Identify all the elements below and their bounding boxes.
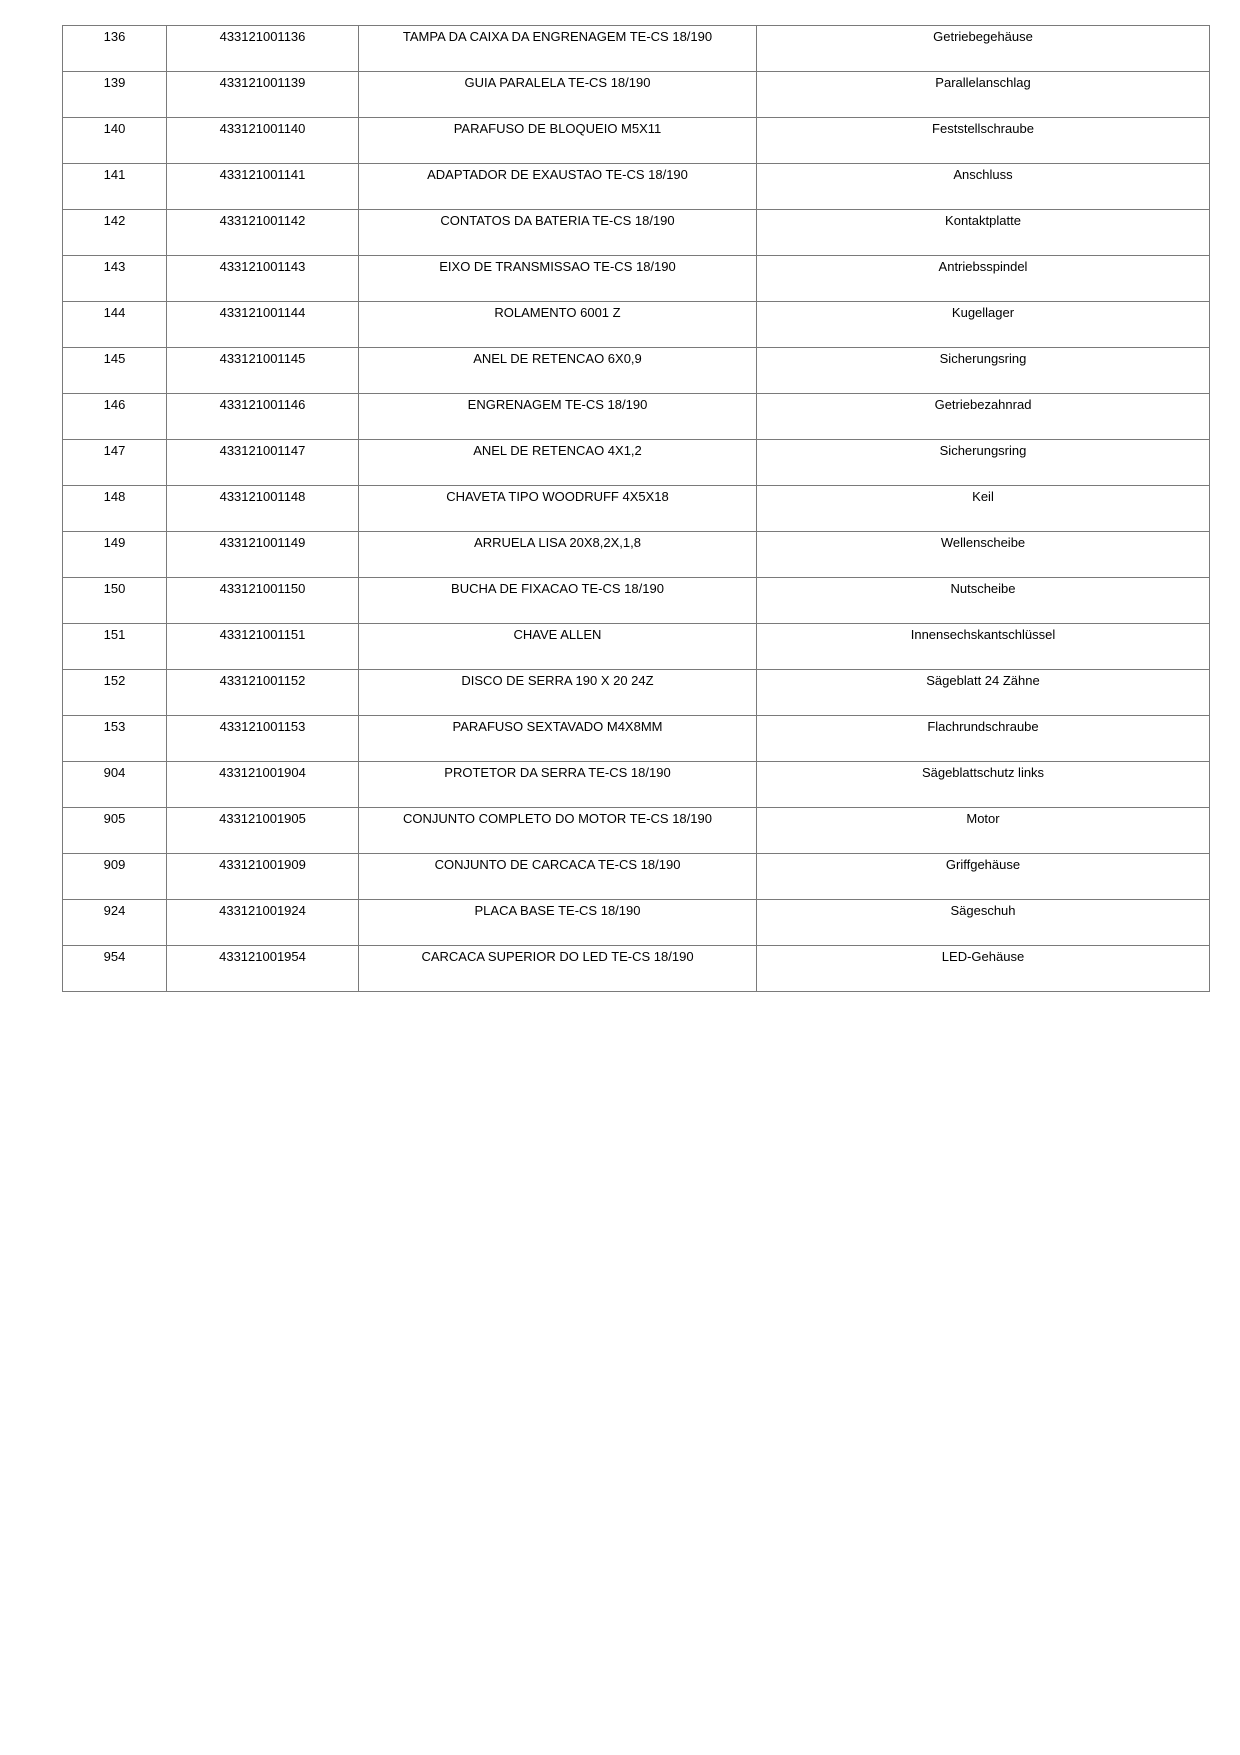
spare-parts-table-body <box>63 26 1210 992</box>
part-number-cell: 433121001146 <box>167 394 359 440</box>
description-pt-cell: PLACA BASE TE-CS 18/190 <box>359 900 757 946</box>
part-number-cell: 433121001954 <box>167 946 359 992</box>
description-de-cell: Sägeblattschutz links <box>757 762 1210 808</box>
description-pt-cell: ROLAMENTO 6001 Z <box>359 302 757 348</box>
position-cell: 153 <box>63 716 167 762</box>
part-number-cell: 433121001924 <box>167 900 359 946</box>
table-row <box>63 762 1210 808</box>
description-pt-cell: CONTATOS DA BATERIA TE-CS 18/190 <box>359 210 757 256</box>
description-de-cell: Sicherungsring <box>757 348 1210 394</box>
spare-parts-table <box>62 25 1210 992</box>
description-de-cell: Kontaktplatte <box>757 210 1210 256</box>
table-row <box>63 348 1210 394</box>
description-de-cell: Flachrundschraube <box>757 716 1210 762</box>
description-de-cell: Sicherungsring <box>757 440 1210 486</box>
position-cell: 909 <box>63 854 167 900</box>
part-number-cell: 433121001150 <box>167 578 359 624</box>
position-cell: 146 <box>63 394 167 440</box>
table-row <box>63 256 1210 302</box>
table-row <box>63 118 1210 164</box>
part-number-cell: 433121001142 <box>167 210 359 256</box>
description-de-cell: Sägeblatt 24 Zähne <box>757 670 1210 716</box>
part-number-cell: 433121001149 <box>167 532 359 578</box>
description-de-cell: Motor <box>757 808 1210 854</box>
description-pt-cell: PROTETOR DA SERRA TE-CS 18/190 <box>359 762 757 808</box>
description-pt-cell: ANEL DE RETENCAO 6X0,9 <box>359 348 757 394</box>
part-number-cell: 433121001151 <box>167 624 359 670</box>
table-row <box>63 624 1210 670</box>
table-row <box>63 486 1210 532</box>
description-de-cell: Griffgehäuse <box>757 854 1210 900</box>
table-row <box>63 72 1210 118</box>
position-cell: 149 <box>63 532 167 578</box>
table-row <box>63 808 1210 854</box>
position-cell: 145 <box>63 348 167 394</box>
description-pt-cell: TAMPA DA CAIXA DA ENGRENAGEM TE-CS 18/190 <box>359 26 757 72</box>
description-pt-cell: BUCHA DE FIXACAO TE-CS 18/190 <box>359 578 757 624</box>
position-cell: 905 <box>63 808 167 854</box>
part-number-cell: 433121001148 <box>167 486 359 532</box>
description-de-cell: Kugellager <box>757 302 1210 348</box>
description-de-cell: Sägeschuh <box>757 900 1210 946</box>
description-pt-cell: ADAPTADOR DE EXAUSTAO TE-CS 18/190 <box>359 164 757 210</box>
part-number-cell: 433121001140 <box>167 118 359 164</box>
table-row <box>63 578 1210 624</box>
part-number-cell: 433121001153 <box>167 716 359 762</box>
table-row <box>63 854 1210 900</box>
part-number-cell: 433121001905 <box>167 808 359 854</box>
description-pt-cell: PARAFUSO DE BLOQUEIO M5X11 <box>359 118 757 164</box>
description-de-cell: LED-Gehäuse <box>757 946 1210 992</box>
description-de-cell: Anschluss <box>757 164 1210 210</box>
table-row <box>63 670 1210 716</box>
description-pt-cell: GUIA PARALELA TE-CS 18/190 <box>359 72 757 118</box>
table-row <box>63 946 1210 992</box>
description-pt-cell: ENGRENAGEM TE-CS 18/190 <box>359 394 757 440</box>
table-row <box>63 26 1210 72</box>
table-row <box>63 900 1210 946</box>
position-cell: 147 <box>63 440 167 486</box>
position-cell: 152 <box>63 670 167 716</box>
position-cell: 136 <box>63 26 167 72</box>
part-number-cell: 433121001904 <box>167 762 359 808</box>
part-number-cell: 433121001909 <box>167 854 359 900</box>
description-pt-cell: ANEL DE RETENCAO 4X1,2 <box>359 440 757 486</box>
part-number-cell: 433121001147 <box>167 440 359 486</box>
table-row <box>63 532 1210 578</box>
part-number-cell: 433121001144 <box>167 302 359 348</box>
description-pt-cell: CHAVETA TIPO WOODRUFF 4X5X18 <box>359 486 757 532</box>
position-cell: 141 <box>63 164 167 210</box>
part-number-cell: 433121001143 <box>167 256 359 302</box>
position-cell: 143 <box>63 256 167 302</box>
position-cell: 904 <box>63 762 167 808</box>
description-de-cell: Nutscheibe <box>757 578 1210 624</box>
position-cell: 924 <box>63 900 167 946</box>
description-pt-cell: ARRUELA LISA 20X8,2X,1,8 <box>359 532 757 578</box>
description-de-cell: Getriebezahnrad <box>757 394 1210 440</box>
position-cell: 142 <box>63 210 167 256</box>
table-row <box>63 210 1210 256</box>
position-cell: 151 <box>63 624 167 670</box>
position-cell: 954 <box>63 946 167 992</box>
description-pt-cell: CHAVE ALLEN <box>359 624 757 670</box>
description-pt-cell: DISCO DE SERRA 190 X 20 24Z <box>359 670 757 716</box>
position-cell: 140 <box>63 118 167 164</box>
position-cell: 144 <box>63 302 167 348</box>
table-row <box>63 164 1210 210</box>
description-de-cell: Innensechskantschlüssel <box>757 624 1210 670</box>
table-row <box>63 440 1210 486</box>
table-row <box>63 716 1210 762</box>
part-number-cell: 433121001152 <box>167 670 359 716</box>
part-number-cell: 433121001141 <box>167 164 359 210</box>
table-row <box>63 394 1210 440</box>
description-de-cell: Parallelanschlag <box>757 72 1210 118</box>
part-number-cell: 433121001136 <box>167 26 359 72</box>
position-cell: 150 <box>63 578 167 624</box>
description-de-cell: Antriebsspindel <box>757 256 1210 302</box>
position-cell: 148 <box>63 486 167 532</box>
table-row <box>63 302 1210 348</box>
description-pt-cell: CONJUNTO COMPLETO DO MOTOR TE-CS 18/190 <box>359 808 757 854</box>
description-pt-cell: PARAFUSO SEXTAVADO M4X8MM <box>359 716 757 762</box>
description-pt-cell: CARCACA SUPERIOR DO LED TE-CS 18/190 <box>359 946 757 992</box>
description-pt-cell: CONJUNTO DE CARCACA TE-CS 18/190 <box>359 854 757 900</box>
part-number-cell: 433121001139 <box>167 72 359 118</box>
description-de-cell: Getriebegehäuse <box>757 26 1210 72</box>
position-cell: 139 <box>63 72 167 118</box>
description-de-cell: Feststellschraube <box>757 118 1210 164</box>
description-de-cell: Wellenscheibe <box>757 532 1210 578</box>
part-number-cell: 433121001145 <box>167 348 359 394</box>
description-pt-cell: EIXO DE TRANSMISSAO TE-CS 18/190 <box>359 256 757 302</box>
description-de-cell: Keil <box>757 486 1210 532</box>
